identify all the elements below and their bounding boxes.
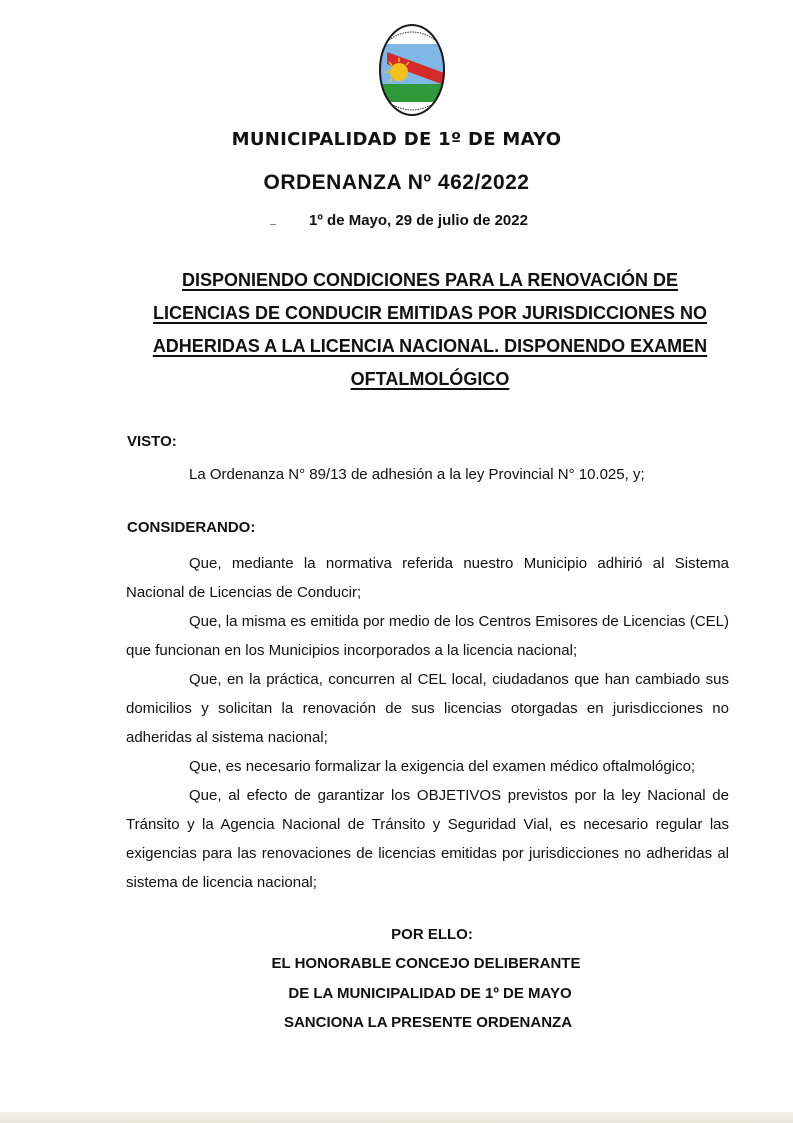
ordinance-date: 1º de Mayo, 29 de julio de 2022 — [309, 212, 528, 229]
considerando-paragraph: Que, al efecto de garantizar los OBJETIVOS previstos por la ley Nacional de Tránsito y la Agencia Nacional de Tránsito y Seguridad Vial, es necesario regular las exigencias para las renovaciones de licencias emitidas por jurisdicciones no adheridas al sistema de licencia nacional; — [126, 787, 729, 891]
closing-municipalidad: DE LA MUNICIPALIDAD DE 1º DE MAYO — [288, 985, 572, 1002]
visto-label: VISTO: — [127, 433, 177, 450]
municipal-shield-logo — [377, 22, 447, 118]
subject-line-2: LICENCIAS DE CONDUCIR EMITIDAS POR JURISDICCIONES NO — [152, 303, 708, 323]
closing-concejo: EL HONORABLE CONCEJO DELIBERANTE — [271, 955, 581, 972]
considerando-paragraph: Que, en la práctica, concurren al CEL local, ciudadanos que han cambiado sus domicilios y solicitan la renovación de sus licencias otorgadas en jurisdicciones no adheridas al sistema nacional; — [126, 671, 729, 746]
municipality-title: MUNICIPALIDAD DE 1º DE MAYO — [231, 129, 562, 150]
considerando-body — [126, 549, 729, 897]
considerando-paragraph: Que, es necesario formalizar la exigencia del examen médico oftalmológico; — [189, 758, 696, 775]
considerando-paragraph: Que, mediante la normativa referida nuestro Municipio adhirió al Sistema Nacional de Licencias de Conducir; — [126, 555, 729, 601]
ordinance-subject — [118, 264, 742, 396]
page-edge — [0, 1112, 793, 1123]
ordinance-number: ORDENANZA Nº 462/2022 — [263, 171, 530, 194]
considerando-label: CONSIDERANDO: — [127, 519, 256, 536]
considerando-paragraph: Que, la misma es emitida por medio de los Centros Emisores de Licencias (CEL) que funcionan en los Municipios incorporados a la licencia nacional; — [126, 613, 729, 659]
subject-line-3: ADHERIDAS A LA LICENCIA NACIONAL. DISPONENDO EXAMEN — [152, 336, 708, 356]
subject-line-4: OFTALMOLÓGICO — [350, 369, 510, 389]
closing-por-ello: POR ELLO: — [391, 926, 473, 943]
visto-text: La Ordenanza N° 89/13 de adhesión a la ley Provincial N° 10.025, y; — [189, 466, 645, 483]
closing-sanciona: SANCIONA LA PRESENTE ORDENANZA — [283, 1014, 573, 1031]
subject-line-1: DISPONIENDO CONDICIONES PARA LA RENOVACIÓN DE — [181, 270, 679, 290]
